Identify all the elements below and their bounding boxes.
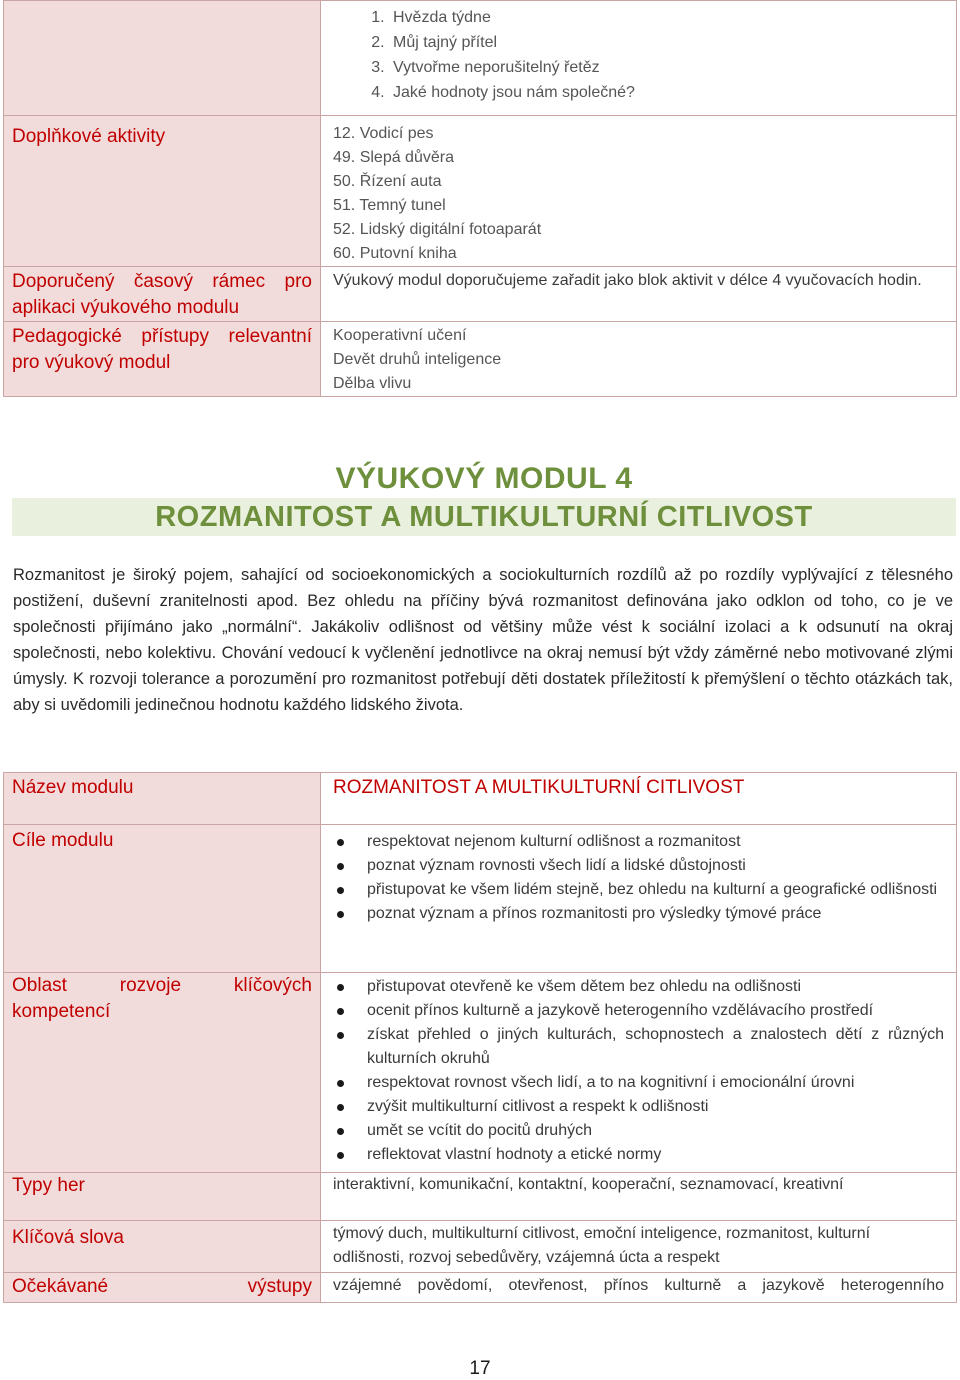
pedagogy-label: Pedagogické přístupy relevantní pro výukový modul: [4, 322, 321, 397]
list-item: Kooperativní učení: [333, 327, 467, 344]
list-item: umět se vcítit do pocitů druhých: [367, 1119, 944, 1143]
list-item: ocenit přínos kulturně a jazykově heterogenního vzdělávacího prostředí: [367, 999, 944, 1023]
activities-table: [3, 0, 957, 397]
list-item: 50. Řízení auta: [333, 173, 442, 190]
pedagogy-cell: [321, 322, 957, 397]
list-item: 52. Lidský digitální fotoaparát: [333, 221, 542, 238]
module-heading: VÝUKOVÝ MODUL 4: [335, 462, 633, 495]
list-item: reflektovat vlastní hodnoty a etické normy: [367, 1143, 944, 1167]
games-label-cell: [4, 1, 321, 116]
games-type-value: interaktivní, komunikační, kontaktní, kooperační, seznamovací, kreativní: [321, 1173, 957, 1221]
list-item: zvýšit multikulturní citlivost a respekt k odlišnosti: [367, 1095, 944, 1119]
additional-label: Doplňkové aktivity: [4, 116, 321, 267]
list-item: Dělba vlivu: [333, 375, 412, 392]
games-list: [333, 5, 944, 105]
intro-sentence: Jakákoliv odlišnost od většiny může vést k sociální izolaci a k odsunutí na okraj společnosti, nebo kolektivu.: [13, 618, 953, 662]
list-item: 12. Vodicí pes: [333, 125, 434, 142]
list-item: 49. Slepá důvěra: [333, 149, 454, 166]
list-item: 4. Jaké hodnoty jsou nám společné?: [389, 80, 944, 105]
list-item: přistupovat ke všem lidém stejně, bez ohledu na kulturní a geografické odlišnosti: [367, 878, 944, 902]
module-name-value: ROZMANITOST A MULTIKULTURNÍ CITLIVOST: [321, 773, 957, 825]
intro-sentence: Rozmanitost je široký pojem, sahající od socioekonomických a sociokulturních rozdílů až po rozdíly vyplývající z tělesného postižení, duševní zranitelnosti apod.: [13, 566, 953, 610]
list-item: získat přehled o jiných kulturách, schopnostech a znalostech dětí z různých kulturních okruhů: [367, 1023, 944, 1071]
list-item: respektovat rovnost všech lidí, a to na kognitivní i emocionální úrovni: [367, 1071, 944, 1095]
list-item: 1. Hvězda týdne: [389, 5, 944, 30]
intro-sentence: Bez ohledu na příčiny bývá rozmanitost definována jako odklon od toho, co je ve společnosti přijímáno jako „normální“.: [13, 592, 953, 636]
timeframe-text: Výukový modul doporučujeme zařadit jako blok aktivit v délce 4 vyučovacích hodin.: [321, 267, 957, 322]
list-item: 60. Putovní kniha: [333, 245, 457, 262]
list-item: 3. Vytvořme neporušitelný řetěz: [389, 55, 944, 80]
additional-cell: [321, 116, 957, 267]
page-number: 17: [469, 1358, 491, 1379]
goals-cell: [321, 825, 957, 973]
outcomes-label: Očekávané výstupy: [4, 1273, 321, 1303]
goals-list: [333, 830, 944, 926]
outcomes-value: vzájemné povědomí, otevřenost, přínos kulturně a jazykově heterogenního: [321, 1273, 957, 1303]
intro-paragraph: [13, 562, 953, 718]
competences-list: [333, 975, 944, 1167]
intro-sentence: K rozvoji tolerance a porozumění pro rozmanitost potřebují děti dostatek příležitostí k přemýšlení o těchto otázkách tak, aby si uvědomili jedinečnou hodnotu každého lidského života.: [13, 670, 953, 714]
games-type-label: Typy her: [4, 1173, 321, 1221]
list-item: 51. Temný tunel: [333, 197, 446, 214]
keywords-label: Klíčová slova: [4, 1221, 321, 1273]
list-item: Devět druhů inteligence: [333, 351, 502, 368]
intro-sentence: Chování vedoucí k vyčlenění jednotlivce na okraj nemusí být vždy záměrné nebo motivované zlými úmysly.: [13, 644, 953, 688]
list-item: poznat význam rovnosti všech lidí a lidské důstojnosti: [367, 854, 944, 878]
module-subheading: ROZMANITOST A MULTIKULTURNÍ CITLIVOST: [12, 498, 956, 536]
module-name-label: Název modulu: [4, 773, 321, 825]
competences-label: Oblast rozvoje klíčových kompetencí: [4, 973, 321, 1173]
keywords-value: týmový duch, multikulturní citlivost, emoční inteligence, rozmanitost, kulturní odlišnosti, rozvoj sebedůvěry, vzájemná úcta a respekt: [321, 1221, 957, 1273]
games-cell: [321, 1, 957, 116]
module-table: [3, 772, 957, 1303]
list-item: poznat význam a přínos rozmanitosti pro výsledky týmové práce: [367, 902, 944, 926]
timeframe-label: Doporučený časový rámec pro aplikaci výukového modulu: [4, 267, 321, 322]
goals-label: Cíle modulu: [4, 825, 321, 973]
list-item: 2. Můj tajný přítel: [389, 30, 944, 55]
list-item: respektovat nejenom kulturní odlišnost a rozmanitost: [367, 830, 944, 854]
list-item: přistupovat otevřeně ke všem dětem bez ohledu na odlišnosti: [367, 975, 944, 999]
competences-cell: [321, 973, 957, 1173]
